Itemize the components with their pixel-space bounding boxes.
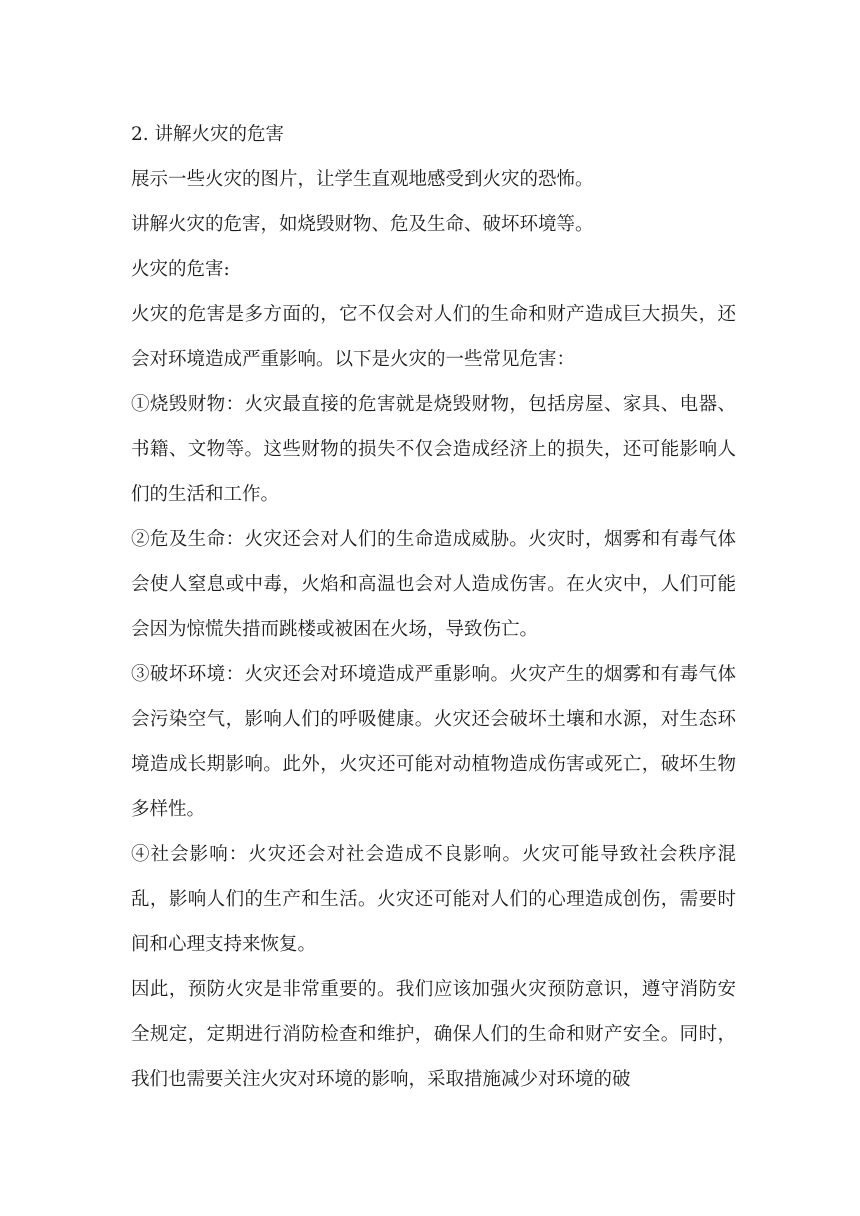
paragraph-social-impact: ④社会影响：火灾还会对社会造成不良影响。火灾可能导致社会秩序混乱，影响人们的生产和生活。火灾还可能对人们的心理造成创伤，需要时间和心理支持来恢复。 bbox=[131, 844, 736, 955]
section-heading: 2. 讲解火灾的危害 bbox=[131, 124, 285, 145]
paragraph-hazards-label: 火灾的危害: bbox=[131, 259, 230, 280]
paragraph-hazards-overview: 火灾的危害是多方面的，它不仅会对人们的生命和财产造成巨大损失，还会对环境造成严重影响。以下是火灾的一些常见危害： bbox=[131, 304, 736, 370]
paragraph-environment-damage: ③破坏环境：火灾还会对环境造成严重影响。火灾产生的烟雾和有毒气体会污染空气，影响人们的呼吸健康。火灾还会破坏土壤和水源，对生态环境造成长期影响。此外，火灾还可能对动植物造成伤害或死亡，破坏生物多样性。 bbox=[131, 664, 736, 820]
paragraph-intro-images: 展示一些火灾的图片，让学生直观地感受到火灾的恐怖。 bbox=[131, 169, 594, 190]
paragraph-conclusion: 因此，预防火灾是非常重要的。我们应该加强火灾预防意识，遵守消防安全规定，定期进行消防检查和维护，确保人们的生命和财产安全。同时，我们也需要关注火灾对环境的影响，采取措施减少对环境的破 bbox=[131, 979, 736, 1090]
document-body bbox=[131, 112, 736, 1102]
paragraph-intro-hazards: 讲解火灾的危害，如烧毁财物、危及生命、破坏环境等。 bbox=[131, 214, 594, 235]
paragraph-property-damage: ①烧毁财物：火灾最直接的危害就是烧毁财物，包括房屋、家具、电器、书籍、文物等。这些财物的损失不仅会造成经济上的损失，还可能影响人们的生活和工作。 bbox=[131, 394, 736, 505]
paragraph-life-danger: ②危及生命：火灾还会对人们的生命造成威胁。火灾时，烟雾和有毒气体会使人窒息或中毒，火焰和高温也会对人造成伤害。在火灾中，人们可能会因为惊慌失措而跳楼或被困在火场，导致伤亡。 bbox=[131, 529, 736, 640]
